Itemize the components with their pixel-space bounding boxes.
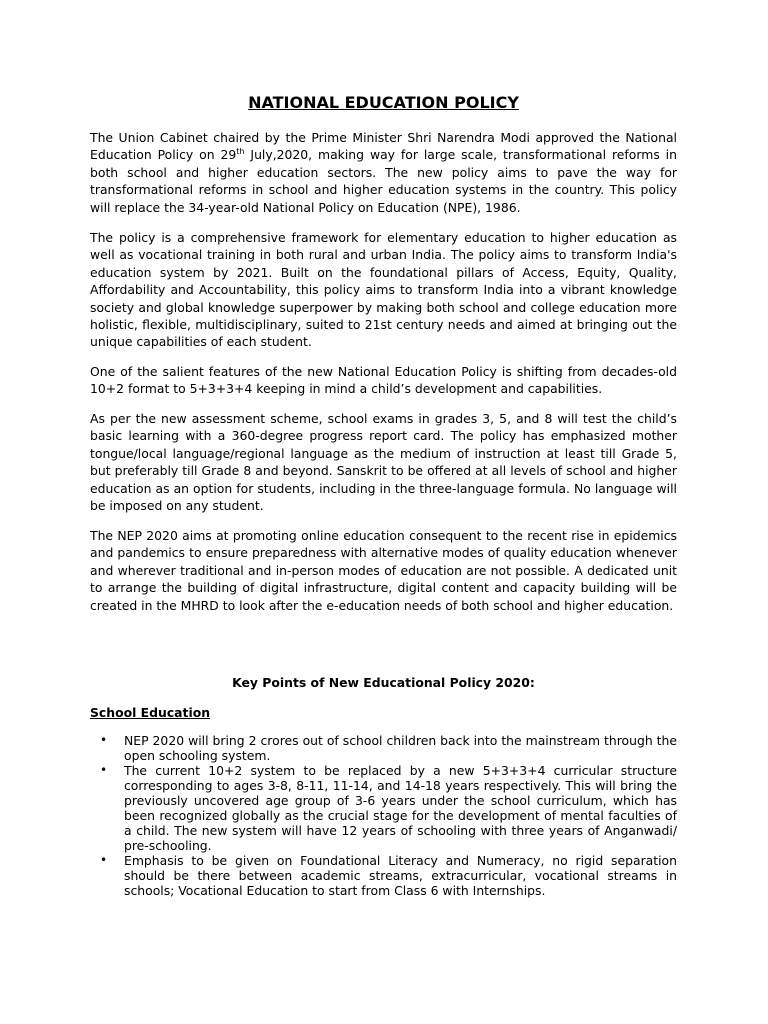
key-points-heading: Key Points of New Educational Policy 2020: [232,675,535,690]
school-education-bullet-list [90,733,677,898]
paragraph-1-text-start: The Union Cabinet chaired by the Prime Minister Shri Narendra Modi approved the National Education Policy on 29 [90,130,677,163]
bullet-icon: • [100,733,108,747]
list-item-text: NEP 2020 will bring 2 crores out of school children back into the mainstream through the open schooling system. [124,733,677,763]
list-item [90,763,677,853]
bullet-icon: • [100,763,108,777]
list-item-text: Emphasis to be given on Foundational Literacy and Numeracy, no rigid separation should be there between academic streams, extracurricular, vocational streams in schools; Vocational Education to start from Class 6 with Internships. [124,853,677,898]
paragraph-1-text-end: July,2020, making way for large scale, transformational reforms in both school and higher education sectors. The new policy aims to pave the way for transformational reforms in school and higher education systems in the country. This policy will replace the 34-year-old National Policy on Education (NPE), 1986. [90,147,677,215]
paragraph-salient-features: One of the salient features of the new National Education Policy is shifting from decades-old 10+2 format to 5+3+3+4 keeping in mind a child’s development and capabilities. [90,364,677,397]
paragraph-online-education: The NEP 2020 aims at promoting online education consequent to the recent rise in epidemics and pandemics to ensure preparedness with alternative modes of quality education whenever and wherever traditional and in-person modes of education are not possible. A dedicated unit to arrange the building of digital infrastructure, digital content and capacity building will be created in the MHRD to look after the e-education needs of both school and higher education. [90,528,677,613]
document-title: NATIONAL EDUCATION POLICY [248,93,519,112]
school-education-heading: School Education [90,705,211,720]
paragraph-cabinet-approval [90,129,677,216]
paragraph-assessment-scheme: As per the new assessment scheme, school exams in grades 3, 5, and 8 will test the child’s basic learning with a 360-degree progress report card. The policy has emphasized mother tongue/local language/regional language as the medium of instruction at least till Grade 5, but preferably till Grade 8 and beyond. Sanskrit to be offered at all levels of school and higher education as an option for students, including in the three-language formula. No language will be imposed on any student. [90,411,677,514]
paragraph-policy-framework: The policy is a comprehensive framework for elementary education to higher education as well as vocational training in both rural and urban India. The policy aims to transform India's education system by 2021. Built on the foundational pillars of Access, Equity, Quality, Affordability and Accountability, this policy aims to transform India into a vibrant knowledge society and global knowledge superpower by making both school and college education more holistic, flexible, multidisciplinary, suited to 21st century needs and aimed at bringing out the unique capabilities of each student. [90,230,677,350]
list-item-text: The current 10+2 system to be replaced by a new 5+3+3+4 curricular structure corresponding to ages 3-8, 8-11, 11-14, and 14-18 years respectively. This will bring the previously uncovered age group of 3-6 years under the school curriculum, which has been recognized globally as the crucial stage for the development of mental faculties of a child. The new system will have 12 years of schooling with three years of Anganwadi/ pre-schooling. [124,763,677,853]
date-ordinal-superscript: th [236,147,245,157]
bullet-icon: • [100,853,108,867]
list-item [90,853,677,898]
list-item [90,733,677,763]
